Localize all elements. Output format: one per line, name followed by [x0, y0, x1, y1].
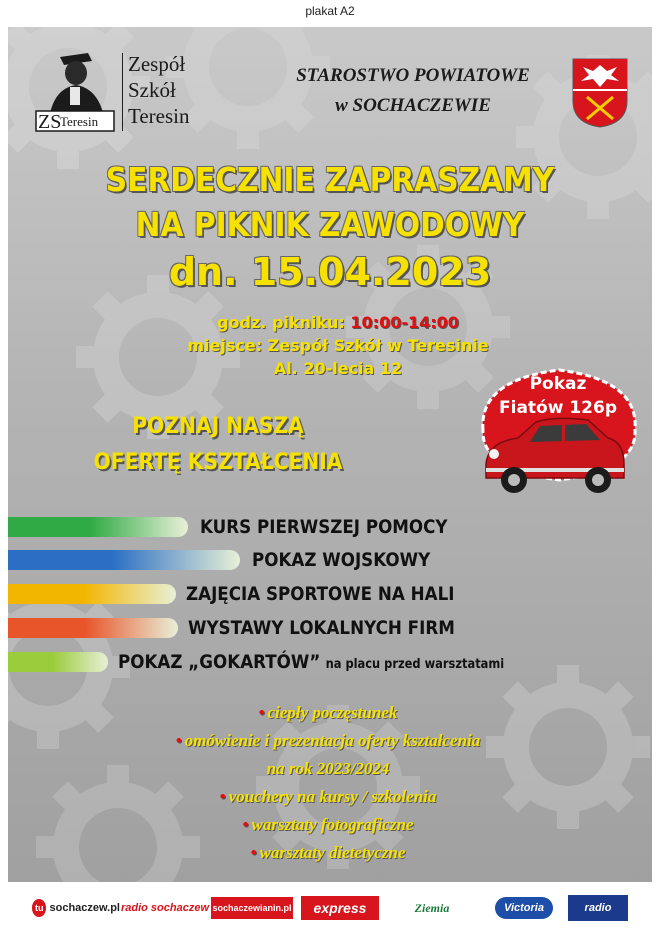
sponsor-logo-ziemia: Ziemia	[414, 900, 450, 915]
school-name	[128, 51, 190, 129]
page-label: plakat A2	[305, 4, 355, 18]
headline	[8, 157, 652, 297]
activity-bar	[8, 652, 108, 672]
bullet-dot: •	[250, 843, 257, 862]
sponsor-logo-radio-niepokalanow: radio	[568, 895, 628, 921]
starostwo-title	[248, 61, 578, 121]
starostwo-line2: w SOCHACZEWIE	[335, 95, 491, 116]
sponsor-name: sochaczew.pl	[49, 902, 120, 914]
sponsor-logo-sochaczew-pl	[32, 894, 120, 922]
bullet-item	[68, 783, 588, 811]
school-name-line2: Szkół	[128, 78, 176, 102]
sponsor-logo-sochaczewianin: sochaczewianin.pl	[211, 897, 293, 919]
event-date: dn. 15.04.2023	[168, 250, 492, 294]
offer-line1: POZNAJ NASZĄ	[132, 414, 304, 439]
activity-bar	[8, 550, 240, 570]
badge-line1: Pokaz	[529, 374, 587, 394]
bullet-text: vouchery na kursy / szkolenia	[228, 787, 437, 806]
bullet-dot: •	[242, 815, 249, 834]
bullet-item-continuation: na rok 2023/2024	[266, 759, 390, 778]
activity-label: POKAZ WOJSKOWY	[252, 549, 431, 571]
bullet-text: warsztaty dietetyczne	[259, 843, 406, 862]
activity-bar	[8, 517, 188, 537]
hours-label: godz. pikniku:	[217, 313, 345, 332]
activity-label-main: POKAZ „GOKARTÓW”	[118, 651, 321, 673]
offer-line2: OFERTĘ KSZTAŁCENIA	[93, 450, 343, 475]
badge-line2: Fiatów 126p	[499, 398, 617, 418]
activity-label-sub: na placu przed warsztatami	[325, 657, 505, 672]
activity-bar	[8, 618, 178, 638]
event-info	[158, 311, 518, 380]
school-emblem	[30, 49, 120, 139]
poster	[8, 27, 652, 939]
bullet-list	[68, 699, 588, 867]
sponsor-logo-express: express	[301, 896, 379, 920]
activity-label: KURS PIERWSZEJ POMOCY	[200, 516, 448, 538]
offer-heading	[62, 409, 375, 481]
school-name-line1: Zespół	[128, 52, 186, 76]
headline-line2: NA PIKNIK ZAWODOWY	[135, 205, 525, 244]
activity-bar	[8, 584, 176, 604]
bullet-item	[68, 699, 588, 727]
bullet-dot: •	[175, 731, 182, 750]
emblem-text: Teresin	[60, 114, 99, 129]
bullet-item	[68, 839, 588, 867]
address-line: Al. 20-lecia 12	[273, 359, 403, 378]
coat-of-arms-icon	[571, 57, 629, 129]
activity-label: WYSTAWY LOKALNYCH FIRM	[188, 617, 455, 639]
bullet-item	[68, 811, 588, 839]
bullet-item	[68, 727, 588, 755]
school-name-line3: Teresin	[128, 104, 190, 128]
logo-divider	[122, 53, 123, 131]
bullet-text: ciepły poczęstunek	[267, 703, 398, 722]
bullet-text: warsztaty fotograficzne	[251, 815, 414, 834]
bullet-text: omówienie i prezentacja oferty kształcenia	[184, 731, 481, 750]
school-logo	[30, 47, 200, 137]
emblem-initials: ZS	[38, 111, 62, 133]
place-line: miejsce: Zespół Szkół w Teresinie	[187, 336, 489, 355]
sponsor-mark: tu	[32, 899, 46, 917]
sponsor-bar	[8, 882, 652, 939]
bullet-dot: •	[258, 703, 265, 722]
headline-line1: SERDECZNIE ZAPRASZAMY	[105, 160, 555, 199]
hours-value: 10:00-14:00	[350, 313, 459, 332]
sponsor-logo-victoria: Victoria	[495, 897, 553, 919]
activity-label	[118, 650, 504, 674]
bullet-dot: •	[219, 787, 226, 806]
fiat-126p-car	[478, 412, 628, 500]
hours-line	[158, 311, 518, 334]
activity-label: ZAJĘCIA SPORTOWE NA HALI	[186, 583, 455, 605]
sponsor-logo-radio-sochaczew: radio sochaczew	[120, 902, 210, 914]
starostwo-line1: STAROSTWO POWIATOWE	[296, 65, 530, 86]
